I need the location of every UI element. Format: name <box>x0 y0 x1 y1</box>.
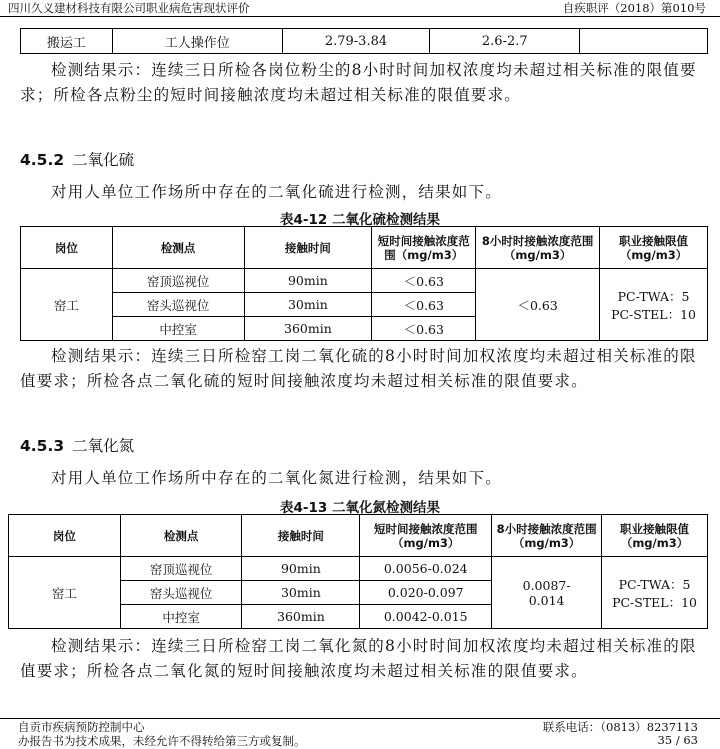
limit-twa: PC-TWA：5 <box>617 288 690 304</box>
table-caption-4-13: 表4-13 二氧化氮检测结果 <box>280 500 440 516</box>
section-title: 二氧化氮 <box>72 437 135 455</box>
limit-stel: PC-STEL：10 <box>612 594 697 610</box>
section-heading-no2 <box>20 434 134 456</box>
table-cell: 30min <box>242 581 360 605</box>
table-cell: 2.79-3.84 <box>282 29 430 54</box>
no2-results-table <box>8 514 708 629</box>
header-company: 四川久义建材科技有限公司职业病危害现状评价 <box>8 1 250 15</box>
column-header: 检测点 <box>120 515 242 557</box>
so2-results-table <box>20 226 708 341</box>
table-cell: 中控室 <box>120 605 242 629</box>
section-title: 二氧化硫 <box>72 151 135 169</box>
table-cell: ＜0.63 <box>372 317 476 341</box>
limit-twa: PC-TWA：5 <box>618 576 691 592</box>
no2-result-paragraph: 检测结果示：连续三日所检窑工岗二氧化氮的8小时时间加权浓度均未超过相关标准的限值要求；所检各点二氧化氮的短时间接触浓度均未超过相关标准的限值要求。 <box>20 637 697 680</box>
table-cell: ＜0.63 <box>372 293 476 317</box>
table-cell: 工人操作位 <box>112 29 282 54</box>
post-cell: 窑工 <box>9 557 121 629</box>
limit-cell <box>600 269 708 341</box>
table-cell: 2.6-2.7 <box>430 29 580 54</box>
table-cell: 0.020-0.097 <box>360 581 492 605</box>
table-header-row <box>9 515 708 557</box>
page-header <box>0 0 720 17</box>
footer-note: 办报告书为技术成果，未经允许不得转给第三方或复制。 <box>18 734 306 748</box>
table-cell: 窑头巡视位 <box>120 581 242 605</box>
table-row <box>21 29 708 54</box>
twa-cell: ＜0.63 <box>476 269 600 341</box>
page-footer <box>0 718 720 747</box>
no2-intro-paragraph: 对用人单位工作场所中存在的二氧化氮进行检测，结果如下。 <box>51 469 502 487</box>
column-header: 短时间接触浓度范围（mg/m3） <box>360 515 492 557</box>
column-header: 8小时时接触浓度范围（mg/m3） <box>476 227 600 269</box>
table-row <box>9 557 708 581</box>
post-cell: 窑工 <box>21 269 113 341</box>
table-cell: 中控室 <box>112 317 244 341</box>
dust-result-paragraph: 检测结果示：连续三日所检各岗位粉尘的8小时时间加权浓度均未超过相关标准的限值要求；所检各点粉尘的短时间接触浓度均未超过相关标准的限值要求。 <box>20 61 697 104</box>
table-cell: 90min <box>242 557 360 581</box>
column-header: 接触时间 <box>244 227 372 269</box>
limit-stel: PC-STEL：10 <box>611 306 696 322</box>
header-report-number: 自疾职评（2018）第010号 <box>562 1 706 15</box>
table-cell: 90min <box>244 269 372 293</box>
table-cell: 窑顶巡视位 <box>120 557 242 581</box>
column-header: 短时间接触浓度范围（mg/m3） <box>372 227 476 269</box>
table-cell: 360min <box>242 605 360 629</box>
column-header: 接触时间 <box>242 515 360 557</box>
top-table-fragment <box>20 28 708 54</box>
column-header: 岗位 <box>9 515 121 557</box>
twa-cell: 0.0087-0.014 <box>492 557 602 629</box>
so2-result-paragraph: 检测结果示：连续三日所检窑工岗二氧化硫的8小时时间加权浓度均未超过相关标准的限值要求；所检各点二氧化硫的短时间接触浓度均未超过相关标准的限值要求。 <box>20 347 697 390</box>
column-header: 检测点 <box>112 227 244 269</box>
section-heading-so2 <box>20 148 134 170</box>
footer-org: 自贡市疾病预防控制中心 <box>18 720 145 734</box>
table-header-row <box>21 227 708 269</box>
so2-intro-paragraph: 对用人单位工作场所中存在的二氧化硫进行检测，结果如下。 <box>51 183 502 201</box>
table-cell: ＜0.63 <box>372 269 476 293</box>
section-number: 4.5.2 <box>20 151 65 169</box>
column-header: 职业接触限值（mg/m3） <box>600 227 708 269</box>
column-header: 8小时接触浓度范围（mg/m3） <box>492 515 602 557</box>
table-caption-4-12: 表4-12 二氧化硫检测结果 <box>280 212 440 228</box>
limit-cell <box>602 557 708 629</box>
table-cell: 0.0042-0.015 <box>360 605 492 629</box>
column-header: 职业接触限值（mg/m3） <box>602 515 708 557</box>
table-cell <box>580 29 708 54</box>
table-cell: 30min <box>244 293 372 317</box>
section-number: 4.5.3 <box>20 437 65 455</box>
table-cell: 搬运工 <box>21 29 113 54</box>
table-cell: 窑头巡视位 <box>112 293 244 317</box>
table-row <box>21 269 708 293</box>
footer-phone: 联系电话：（0813）8237113 <box>542 720 698 734</box>
table-cell: 360min <box>244 317 372 341</box>
column-header: 岗位 <box>21 227 113 269</box>
page-number: 35 / 63 <box>657 733 698 747</box>
table-cell: 0.0056-0.024 <box>360 557 492 581</box>
table-cell: 窑顶巡视位 <box>112 269 244 293</box>
